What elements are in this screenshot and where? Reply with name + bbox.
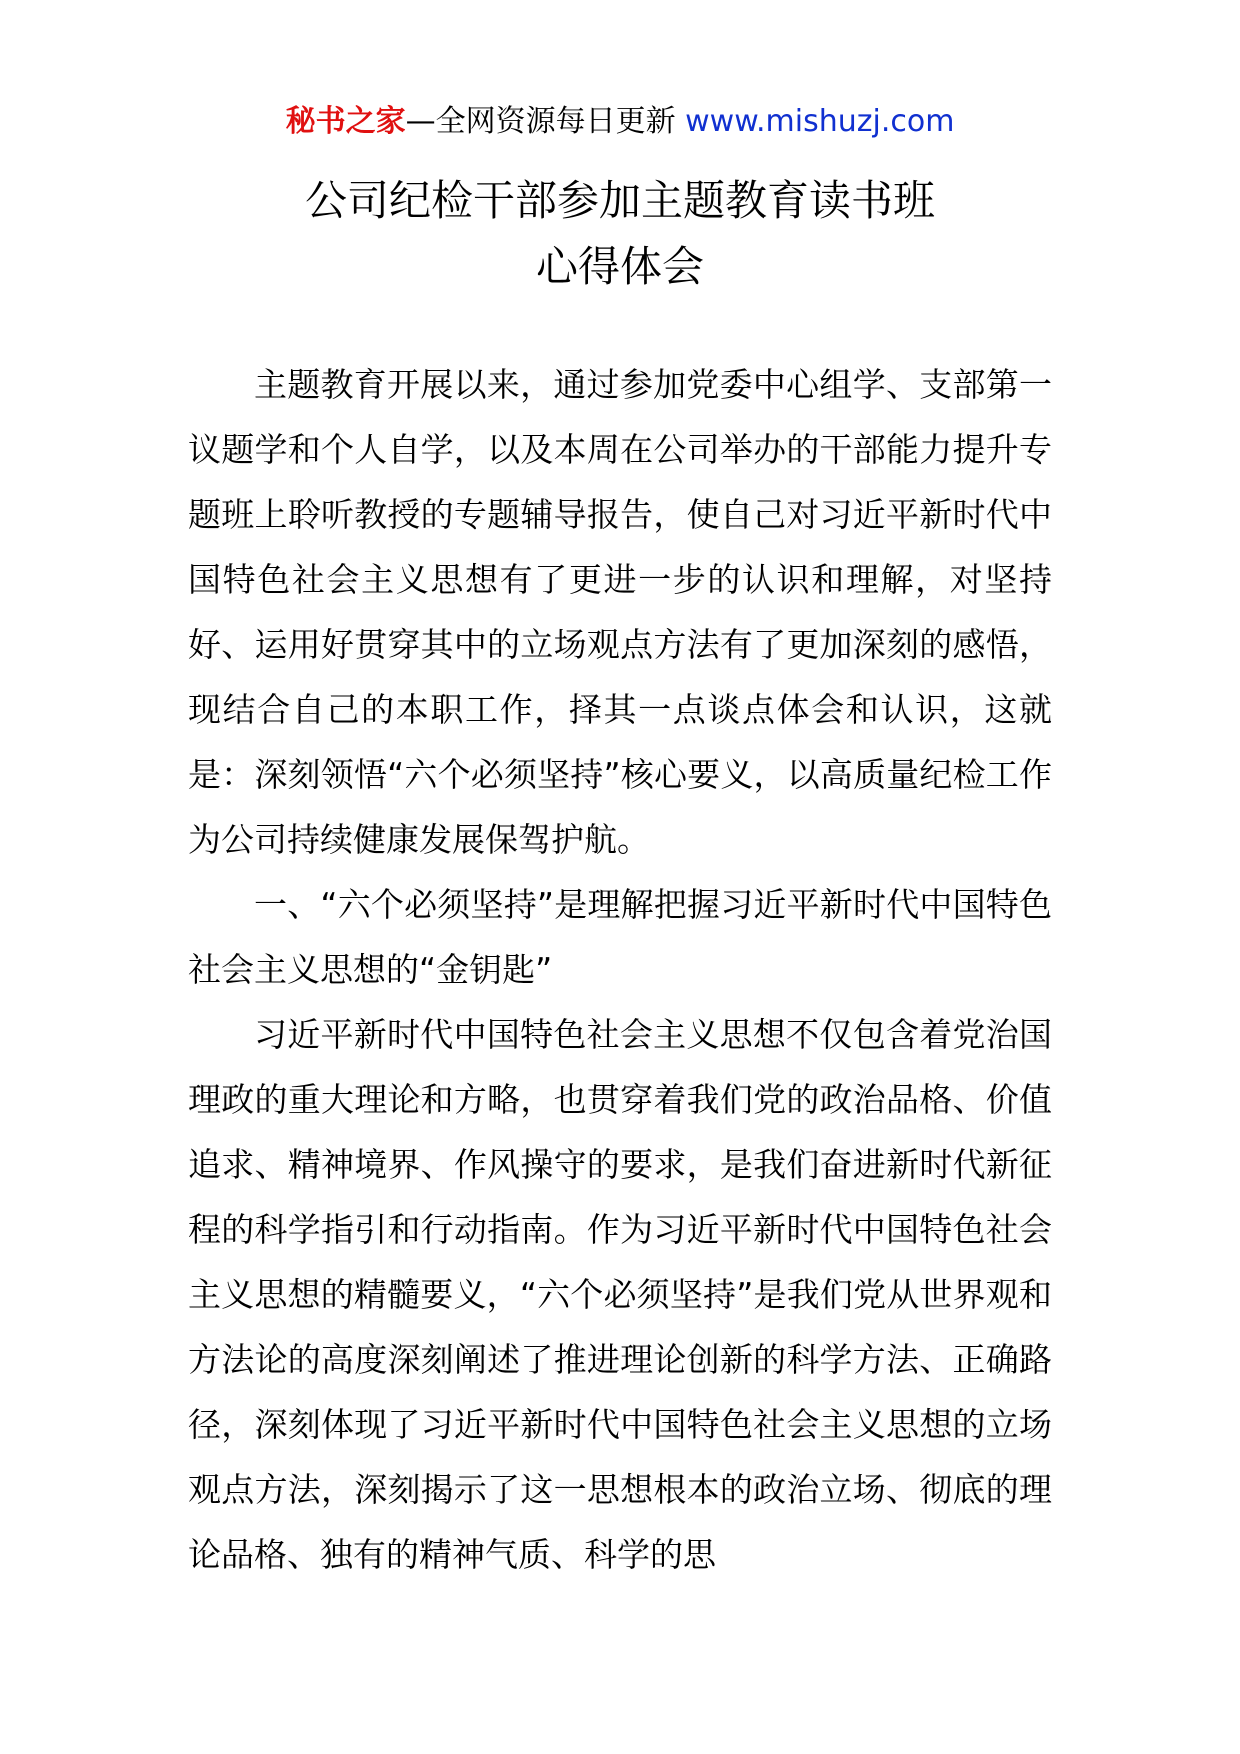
body-paragraph-intro: 主题教育开展以来，通过参加党委中心组学、支部第一议题学和个人自学，以及本周在公司举办的干部能力提升专题班上聆听教授的专题辅导报告，使自己对习近平新时代中国特色社会主义思想有了更进一步的认识和理解，对坚持好、运用好贯穿其中的立场观点方法有了更加深刻的感悟，现结合自己的本职工作，择其一点谈点体会和认识，这就是：深刻领悟“六个必须坚持”核心要义，以高质量纪检工作为公司持续健康发展保驾护航。 — [188, 365, 1052, 859]
document-body — [188, 352, 1052, 1587]
site-brand: 秘书之家 — [285, 104, 406, 139]
document-title-line-1: 公司纪检干部参加主题教育读书班 — [304, 176, 935, 225]
document-title — [0, 168, 1240, 300]
site-url-link[interactable]: www.mishuzj.com — [685, 104, 955, 139]
body-paragraph-section-1: 习近平新时代中国特色社会主义思想不仅包含着党治国理政的重大理论和方略，也贯穿着我们党的政治品格、价值追求、精神境界、作风操守的要求，是我们奋进新时代新征程的科学指引和行动指南。作为习近平新时代中国特色社会主义思想的精髓要义，“六个必须坚持”是我们党从世界观和方法论的高度深刻阐述了推进理论创新的科学方法、正确路径，深刻体现了习近平新时代中国特色社会主义思想的立场观点方法，深刻揭示了这一思想根本的政治立场、彻底的理论品格、独有的精神气质、科学的思 — [188, 1015, 1052, 1574]
site-tagline: —全网资源每日更新 — [405, 104, 676, 139]
document-title-line-2: 心得体会 — [535, 242, 704, 291]
section-heading-1: 一、“六个必须坚持”是理解把握习近平新时代中国特色社会主义思想的“金钥匙” — [188, 885, 1052, 989]
site-header — [0, 102, 1240, 142]
